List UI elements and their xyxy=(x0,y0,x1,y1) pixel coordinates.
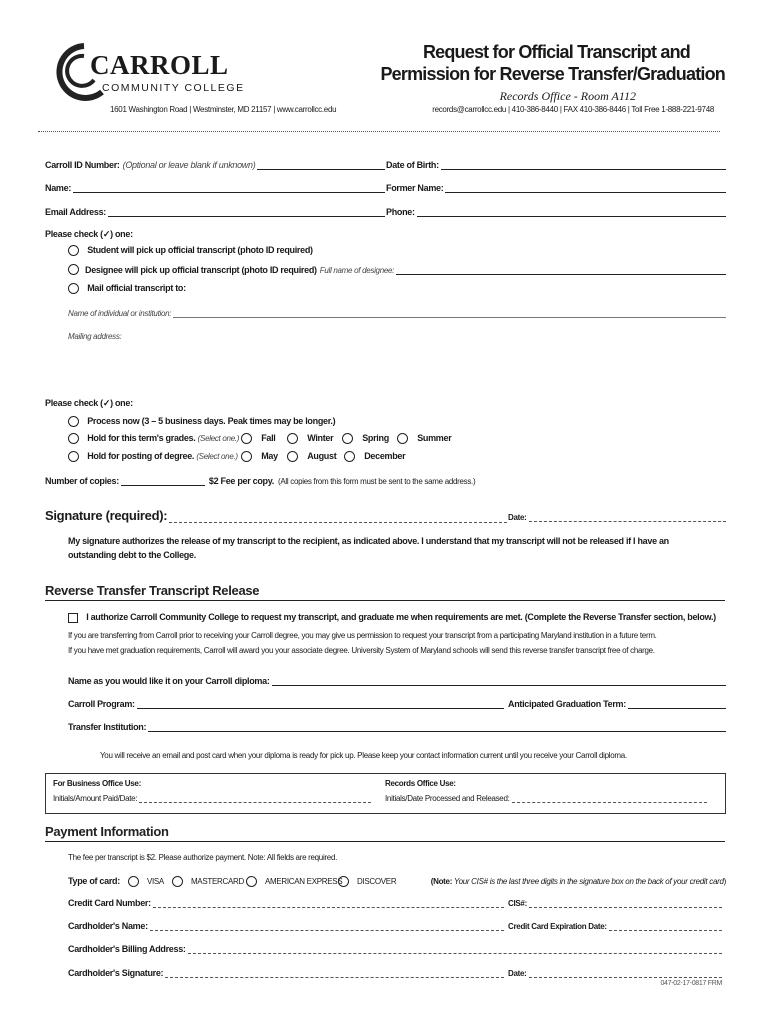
signature-label: Signature (required): xyxy=(45,508,168,523)
carroll-id-label: Carroll ID Number: xyxy=(45,160,120,170)
records-office-title: Records Office Use: xyxy=(385,779,456,788)
form-code: 047-02-17-0817 FRM xyxy=(660,980,722,987)
fee-label: $2 Fee per copy. xyxy=(208,476,274,486)
name-label: Name: xyxy=(45,183,72,193)
mailing-address-label: Mailing address: xyxy=(68,332,122,341)
hold-grades-label: Hold for this term's grades. xyxy=(87,433,196,443)
billing-address-label: Cardholder's Billing Address: xyxy=(68,944,186,954)
month-may-radio[interactable] xyxy=(241,451,252,462)
process-now-radio[interactable] xyxy=(68,416,79,427)
term-spring-radio[interactable] xyxy=(342,433,353,444)
copies-field[interactable] xyxy=(121,476,205,486)
term-fall-label: Fall xyxy=(261,433,276,443)
cis-field[interactable] xyxy=(529,898,722,908)
logo-subtitle: COMMUNITY COLLEGE xyxy=(102,82,245,94)
records-office-field[interactable] xyxy=(512,793,707,803)
hold-degree-radio[interactable] xyxy=(68,451,79,462)
card-amex-label: AMERICAN EXPRESS xyxy=(264,876,343,886)
expiration-label: Credit Card Expiration Date: xyxy=(508,922,607,931)
form-title-line1: Request for Official Transcript and xyxy=(422,42,690,62)
cis-note-text: Your CIS# is the last three digits in the signature box on the back of your credit card xyxy=(454,877,724,886)
pickup-designee-label: Designee will pick up official transcript (photo ID required) xyxy=(85,265,317,275)
cis-label: CIS#: xyxy=(508,899,527,908)
term-summer-radio[interactable] xyxy=(397,433,408,444)
mail-name-field[interactable] xyxy=(173,308,726,318)
college-address: 1601 Washington Road | Westminster, MD 21157 | www.carrollcc.edu xyxy=(110,105,337,114)
term-fall-radio[interactable] xyxy=(241,433,252,444)
reverse-authorize-checkbox[interactable] xyxy=(68,613,78,623)
name-field[interactable] xyxy=(73,183,385,193)
diploma-notice: You will receive an email and post card when your diploma is ready for pick up. Please keep your contact information current until you receive your Carroll diploma. xyxy=(100,751,627,760)
month-december-radio[interactable] xyxy=(344,451,355,462)
dob-field[interactable] xyxy=(441,160,726,170)
business-office-label: Initials/Amount Paid/Date: xyxy=(53,794,138,803)
card-discover-radio[interactable] xyxy=(338,876,349,887)
term-summer-label: Summer xyxy=(417,433,452,443)
payment-date-field[interactable] xyxy=(529,968,722,978)
cis-note-close: ) xyxy=(723,877,726,886)
contact-info: records@carrollcc.edu | 410-386-8440 | FAX 410-386-8446 | Toll Free 1-888-221-9748 xyxy=(432,105,714,114)
phone-field[interactable] xyxy=(417,207,726,217)
card-type-label: Type of card: xyxy=(68,876,120,886)
records-office: Records Office - Room A112 xyxy=(499,89,636,103)
pickup-designee-radio[interactable] xyxy=(68,264,79,275)
pickup-student-radio[interactable] xyxy=(68,245,79,256)
mail-name-label: Name of individual or institution: xyxy=(68,309,172,318)
college-logo xyxy=(44,40,264,102)
billing-address-field[interactable] xyxy=(188,944,722,954)
signature-field[interactable] xyxy=(169,513,507,523)
cardholder-name-label: Cardholder's Name: xyxy=(68,921,148,931)
process-prompt: Please check (✓) one: xyxy=(45,398,133,408)
payment-intro: The fee per transcript is $2. Please authorize payment. Note: All fields are required. xyxy=(68,853,338,862)
email-label: Email Address: xyxy=(45,207,106,217)
pickup-mail-label: Mail official transcript to: xyxy=(87,283,186,293)
diploma-name-label: Name as you would like it on your Carroll diploma: xyxy=(68,676,270,686)
signature-statement: My signature authorizes the release of my transcript to the recipient, as indicated above. I understand that my transcript will not be released if I have an outstanding debt to the College. xyxy=(68,536,669,560)
mailing-address-field[interactable] xyxy=(130,330,726,385)
copies-label: Number of copies: xyxy=(45,476,119,486)
card-amex-radio[interactable] xyxy=(246,876,257,887)
signature-date-label: Date: xyxy=(508,513,527,522)
month-december-label: December xyxy=(364,451,406,461)
logo-name: CARROLL xyxy=(90,50,229,80)
hold-degree-note: (Select one.) xyxy=(196,452,238,461)
reverse-transfer-heading: Reverse Transfer Transcript Release xyxy=(45,583,260,598)
cardholder-signature-label: Cardholder's Signature: xyxy=(68,968,164,978)
header-divider xyxy=(38,131,720,132)
program-label: Carroll Program: xyxy=(68,699,135,709)
payment-heading: Payment Information xyxy=(45,824,169,839)
business-office-title: For Business Office Use: xyxy=(53,779,141,788)
card-number-field[interactable] xyxy=(153,898,504,908)
month-august-radio[interactable] xyxy=(287,451,298,462)
card-visa-radio[interactable] xyxy=(128,876,139,887)
month-may-label: May xyxy=(261,451,278,461)
cardholder-signature-field[interactable] xyxy=(165,968,504,978)
reverse-divider xyxy=(45,600,725,601)
former-name-field[interactable] xyxy=(445,183,726,193)
carroll-id-field[interactable] xyxy=(257,160,385,170)
designee-name-field[interactable] xyxy=(396,265,726,275)
grad-term-field[interactable] xyxy=(628,699,726,709)
records-office-label: Initials/Date Processed and Released: xyxy=(385,794,510,803)
card-discover-label: DISCOVER xyxy=(356,876,397,886)
hold-grades-note: (Select one.) xyxy=(197,434,240,443)
term-spring-label: Spring xyxy=(362,433,389,443)
email-field[interactable] xyxy=(108,207,385,217)
payment-date-label: Date: xyxy=(508,969,527,978)
form-title-line2: Permission for Reverse Transfer/Graduation xyxy=(380,64,725,84)
designee-note: Full name of designee: xyxy=(319,266,395,275)
reverse-info-2: If you have met graduation requirements, Carroll will award you your associate degree. University System of Maryland schools will send this reverse transfer transcript free of charge. xyxy=(68,646,655,655)
transfer-institution-field[interactable] xyxy=(148,722,726,732)
signature-date-field[interactable] xyxy=(529,512,726,522)
month-august-label: August xyxy=(307,451,337,461)
pickup-student-label: Student will pick up official transcript (photo ID required) xyxy=(87,245,313,255)
fee-note: (All copies from this form must be sent to the same address.) xyxy=(278,477,476,486)
cis-note-label: (Note: xyxy=(430,877,453,886)
pickup-prompt: Please check (✓) one: xyxy=(45,229,133,239)
carroll-id-note: (Optional or leave blank if unknown) xyxy=(122,160,256,170)
transfer-institution-label: Transfer Institution: xyxy=(68,722,147,732)
reverse-authorize-label: I authorize Carroll Community College to request my transcript, and graduate me when requirements are met. (Complete the Reverse Transfer section, below.) xyxy=(86,612,716,622)
expiration-field[interactable] xyxy=(609,921,722,931)
term-winter-label: Winter xyxy=(307,433,334,443)
business-office-field[interactable] xyxy=(139,793,371,803)
card-number-label: Credit Card Number: xyxy=(68,898,151,908)
program-field[interactable] xyxy=(137,699,504,709)
reverse-info-1: If you are transferring from Carroll prior to receiving your Carroll degree, you may give us permission to request your transcript from a participating Maryland institution in a future term. xyxy=(68,631,657,640)
grad-term-label: Anticipated Graduation Term: xyxy=(508,699,626,709)
phone-label: Phone: xyxy=(386,207,415,217)
hold-grades-radio[interactable] xyxy=(68,433,79,444)
card-visa-label: VISA xyxy=(146,876,164,886)
dob-label: Date of Birth: xyxy=(386,160,439,170)
diploma-name-field[interactable] xyxy=(272,676,726,686)
card-mastercard-label: MASTERCARD xyxy=(190,876,244,886)
process-now-label: Process now (3 – 5 business days. Peak times may be longer.) xyxy=(87,416,336,426)
payment-divider xyxy=(45,841,725,842)
pickup-mail-radio[interactable] xyxy=(68,283,79,294)
former-name-label: Former Name: xyxy=(386,183,444,193)
cardholder-name-field[interactable] xyxy=(150,921,504,931)
card-mastercard-radio[interactable] xyxy=(172,876,183,887)
hold-degree-label: Hold for posting of degree. xyxy=(87,451,195,461)
term-winter-radio[interactable] xyxy=(287,433,298,444)
